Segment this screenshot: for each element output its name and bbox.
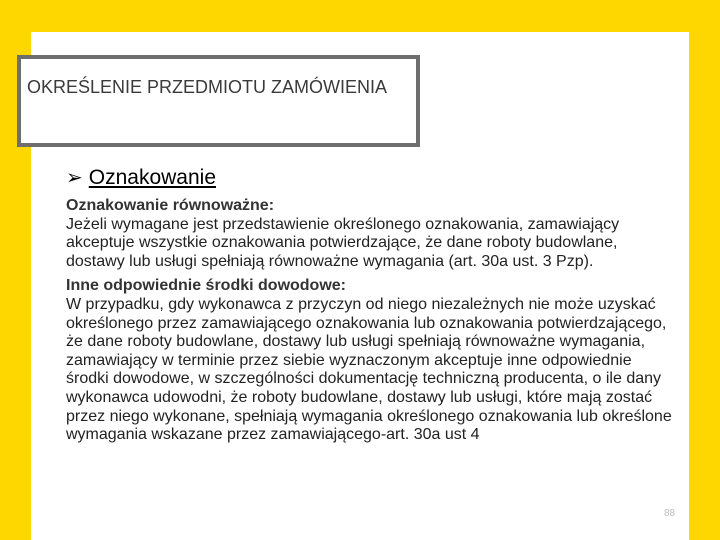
section-heading: Inne odpowiednie środki dowodowe: bbox=[66, 277, 346, 295]
bullet-item bbox=[66, 165, 216, 190]
bullet-label: Oznakowanie bbox=[88, 165, 217, 189]
arrow-bullet-icon: ➢ bbox=[66, 167, 83, 189]
section-text: Jeżeli wymagane jest przedstawienie określonego oznakowania, zamawiający akceptuje wszystkie oznakowania potwierdzające, że dane roboty budowlane, dostawy lub usługi spełniają równoważne wymagania (art. 30a ust. 3 Pzp). bbox=[66, 215, 620, 270]
title-frame bbox=[17, 55, 420, 147]
slide-title: OKREŚLENIE PRZEDMIOTU ZAMÓWIENIA bbox=[27, 77, 388, 97]
section-heading: Oznakowanie równoważne: bbox=[66, 197, 275, 214]
page-number: 88 bbox=[664, 508, 676, 519]
section-equivalent-marking bbox=[66, 197, 678, 271]
section-other-evidence bbox=[66, 277, 678, 444]
slide-body bbox=[66, 197, 678, 445]
section-text: W przypadku, gdy wykonawca z przyczyn od niego niezależnych nie może uzyskać określonego przez zamawiającego oznakowania lub oznakowania potwierdzającego, że dane roboty budowlane, dostawy lub usługi spełniają równoważne wymagania, zamawiający w terminie przez siebie wyznaczonym akceptuje inne odpowiednie środki dowodowe, w szczególności dokumentację techniczną producenta, o ile dany wykonawca udowodni, że roboty budowlane, dostawy lub usługi, które mają zostać przez niego wykonane, spełniają wymagania określonego oznakowania lub określone wymagania wskazane przez zamawiającego-art. 30a ust 4 bbox=[66, 295, 672, 444]
